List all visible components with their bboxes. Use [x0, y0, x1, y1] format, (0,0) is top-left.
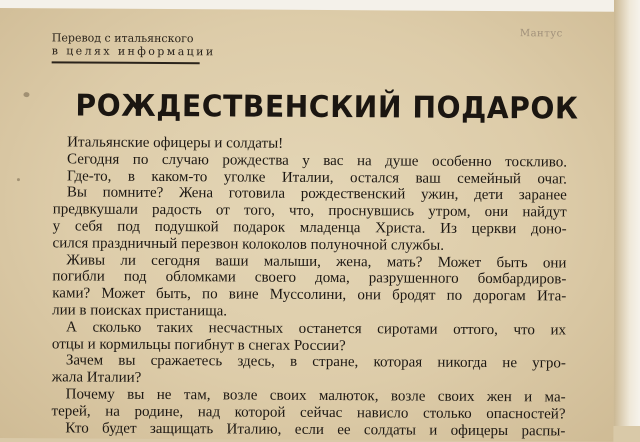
body-line: сился праздничный перезвон колоколов полуночной службы.	[52, 235, 445, 254]
body-line: ками? Может быть, по вине Муссолини, они бродят по дорогам Ита-	[52, 285, 567, 305]
body-line: погибли под обломками своего дома, разрушенного бомбардиров-	[52, 268, 567, 288]
leaflet-body	[51, 134, 568, 440]
translation-note-line1: Перевод с итальянского	[51, 31, 194, 46]
body-line: Почему вы не там, возле своих малюток, возле своих жен и ма-	[65, 386, 566, 406]
background-edge	[614, 0, 640, 426]
leaflet-page	[0, 8, 616, 442]
body-line: у себя под подушкой подарок младенца Христа. Из церкви доно-	[52, 218, 567, 238]
body-line: Живы ли сегодня ваши малыши, жена, мать? Может быть они	[66, 251, 567, 272]
body-line: терей, на родине, над которой сейчас нависло столько опасностей?	[51, 403, 566, 423]
page-title: РОЖДЕСТВЕНСКИЙ ПОДАРОК	[75, 88, 579, 127]
bleed-through-text: Мантус	[519, 28, 563, 40]
body-line: Кто будет защищать Италию, если ее солдаты и офицеры распы-	[65, 419, 566, 440]
body-line: отцы и кормильцы погибнут в снегах России?	[51, 335, 346, 354]
body-line: жала Италии?	[51, 369, 142, 387]
body-line: предвкушали радость от того, что, проснувшись утром, они найдут	[52, 201, 567, 221]
body-line: Зачем вы сражаетесь здесь, в стране, которая никогда не угро-	[65, 352, 566, 372]
body-line: А сколько таких несчастных останется сиротами оттого, что их	[66, 319, 567, 339]
paper-speck	[23, 92, 29, 97]
body-line: лии в поисках пристанища.	[52, 302, 228, 320]
note-underline	[52, 61, 200, 64]
paper-speck	[550, 261, 553, 263]
translation-note	[52, 31, 216, 58]
body-line: Итальянские офицеры и солдаты!	[67, 134, 284, 152]
paper-speck	[17, 178, 20, 181]
body-line: Где-то, в каком-то уголке Италии, остался ваш семейный очаг.	[66, 168, 568, 188]
body-line: Вы помните? Жена готовила рождественский ужин, дети заранее	[66, 184, 567, 204]
translation-note-line2: в целях информации	[51, 44, 216, 59]
body-line: Сегодня по случаю рождества у вас на душе особенно тоскливо.	[67, 151, 568, 171]
